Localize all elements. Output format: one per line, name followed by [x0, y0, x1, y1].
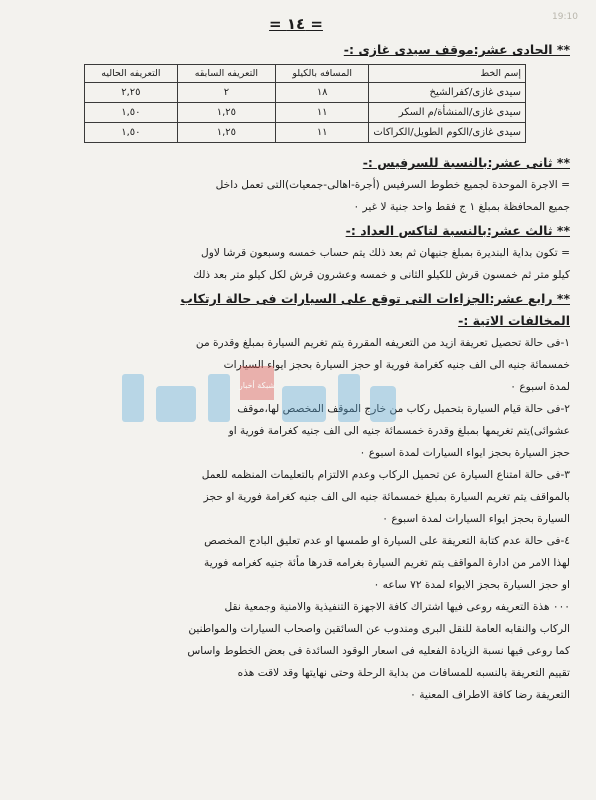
col-header-current-fare: التعريفه الحاليه	[85, 65, 178, 83]
body-line: لهذا الامر من ادارة المواقف يتم تغريم السيارة بغرامه قدرها مأئة جنيه كغرامه فورية	[204, 557, 570, 569]
cell-distance: ١١	[276, 103, 369, 123]
page-number: = ١٤ =	[269, 15, 323, 33]
body-line: ٠٠٠ هذة التعريفه روعى فيها اشتراك كافة الاجهزة التنفيذية والامنية وجمعية نقل	[224, 601, 570, 613]
corner-mark: 19:10	[552, 12, 578, 22]
table-header-row	[85, 65, 526, 83]
body-line: جميع المحافظة بمبلغ ١ ج فقط واحد جنية لا غير ٠	[353, 201, 570, 213]
col-header-distance: المسافه بالكيلو	[276, 65, 369, 83]
cell-previous-fare: ١,٢٥	[177, 103, 275, 123]
body-line: ١-فى حالة تحصيل تعريفة ازيد من التعريفه المقررة يتم تغريم السيارة بمبلغ وقدرة من	[195, 337, 570, 349]
body-line: بالمواقف يتم تغريم السيارة بمبلغ خمسمائة جنيه الى الف جنيه كغرامة فورية او حجز	[203, 491, 570, 503]
section-taxi-meter	[22, 221, 570, 287]
body-line: حجز السيارة بحجز ايواء السيارات لمدة اسبوع ٠	[359, 447, 570, 459]
closing-paragraph	[22, 597, 570, 707]
cell-distance: ١١	[276, 123, 369, 143]
cell-current-fare: ٢,٢٥	[85, 83, 178, 103]
section-title: ** الحادى عشر:موقف سيدى غازى :-	[343, 42, 570, 57]
body-line: السيارة بحجز ايواء السيارات لمدة اسبوع ٠	[382, 513, 570, 525]
section-sidi-ghazi	[22, 40, 570, 143]
section-title: ** ثانى عشر:بالنسبة للسرفيس :-	[362, 155, 570, 170]
body-line: ٣-فى حالة امتناع السيارة عن تحميل الركاب وعدم الالتزام بالتعليمات المنظمه للعمل	[201, 469, 570, 481]
table-row	[85, 123, 526, 143]
cell-route: سيدى غازى/كفرالشيخ	[369, 83, 526, 103]
cell-distance: ١٨	[276, 83, 369, 103]
section-service-buses	[22, 153, 570, 219]
watermark-text: شبكة أخبار	[238, 381, 276, 390]
cell-current-fare: ١,٥٠	[85, 103, 178, 123]
body-line: تقييم التعريفة بالنسبه للمسافات من بداية الرحلة وحتى نهايتها وقد لاقت هذه	[237, 667, 570, 679]
col-header-route: إسم الخط	[369, 65, 526, 83]
body-line: كيلو متر ثم خمسون قرش للكيلو الثانى و خمسه وعشرون قرش لكل كيلو متر بعد ذلك	[193, 269, 570, 281]
fare-table	[84, 64, 526, 143]
col-header-previous-fare: التعريفه السابقه	[177, 65, 275, 83]
body-line: او حجز السيارة بحجز الايواء لمدة ٧٢ ساعه ٠	[373, 579, 570, 591]
section-subtitle: المخالفات الاتية :-	[458, 313, 570, 328]
body-line: ٢-فى حالة قيام السيارة بتحميل ركاب من خارج الموقف المخصص لها،موقف	[237, 403, 570, 415]
section-penalties	[22, 289, 570, 597]
cell-previous-fare: ١,٢٥	[177, 123, 275, 143]
cell-previous-fare: ٢	[177, 83, 275, 103]
body-line: ٤-فى حالة عدم كتابة التعريفة على السيارة او طمسها او عدم تعليق البادج المخصص	[204, 535, 570, 547]
section-title: ** ثالث عشر:بالنسبة لتاكس العداد :-	[345, 223, 570, 238]
body-line: = تكون بداية البنديرة بمبلغ جنيهان ثم بعد ذلك يتم حساب خمسه وسبعون قرشا لاول	[201, 247, 570, 259]
table-row	[85, 83, 526, 103]
table-row	[85, 103, 526, 123]
cell-route: سيدى غازى/المنشأة/م السكر	[369, 103, 526, 123]
cell-current-fare: ١,٥٠	[85, 123, 178, 143]
body-line: لمدة اسبوع ٠	[510, 381, 570, 393]
section-title: ** رابع عشر:الجزاءات التى توقع على السيارات فى حالة ارتكاب	[180, 291, 570, 306]
body-line: التعريفة رضا كافة الاطراف المعنية ٠	[410, 689, 570, 701]
body-line: = الاجرة الموحدة لجميع خطوط السرفيس (أجرة-اهالى-جمعيات)التى تعمل داخل	[215, 179, 570, 191]
body-line: الركاب والنقابه العامة للنقل البرى ومندوب عن السائقين واصحاب السيارات والمواطنين	[188, 623, 570, 635]
body-line: عشوائى)يتم تغريمها بمبلغ وقدرة خمسمائة جنيه الى الف جنيه كغرامة فورية او	[228, 425, 570, 437]
cell-route: سيدى غازى/الكوم الطويل/الكراكات	[369, 123, 526, 143]
body-line: خمسمائة جنيه الى الف جنيه كغرامة فورية او حجز السيارة بحجز ايواء السيارات	[223, 359, 570, 371]
body-line: كما روعى فيها نسبة الزيادة الفعليه فى اسعار الوقود السائدة فى بعض الخطوط واساس	[187, 645, 570, 657]
